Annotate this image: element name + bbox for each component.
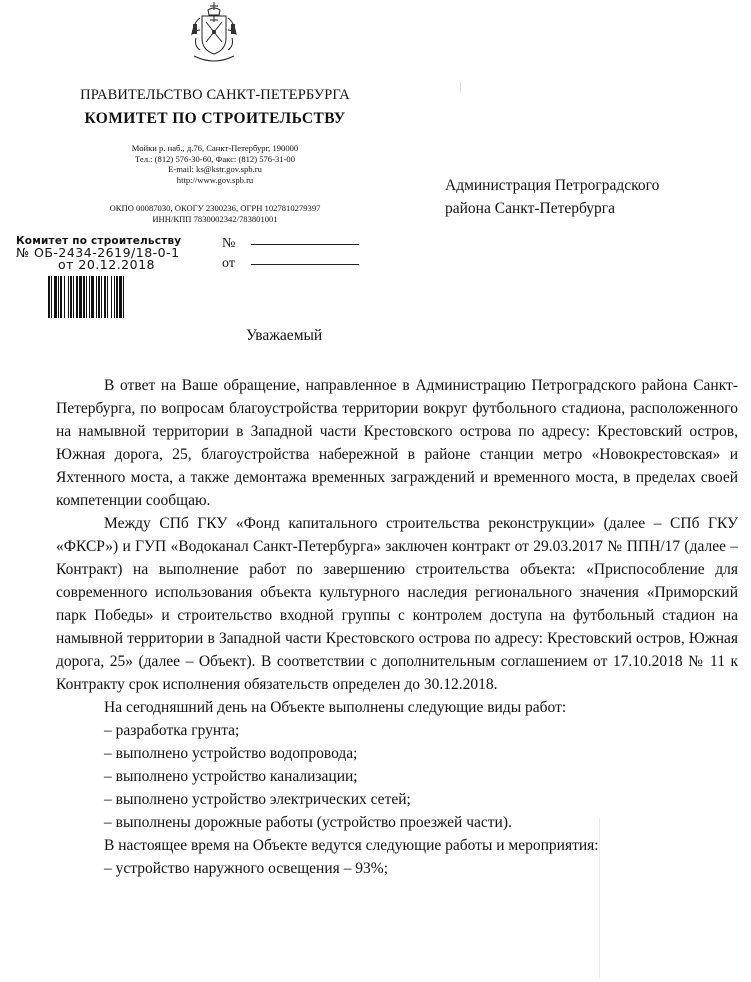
list-item: – выполнены дорожные работы (устройство проезжей части). — [104, 814, 512, 831]
number-field — [222, 236, 359, 252]
email-line: E-mail: ks@kstr.gov.spb.ru — [168, 164, 262, 174]
registration-stamp — [16, 235, 181, 271]
website-line: http://www.gov.spb.ru — [176, 174, 254, 185]
barcode-bar — [123, 276, 124, 318]
barcode-bar — [48, 276, 50, 318]
recipient-line: Администрация Петроградского — [445, 177, 660, 194]
barcode-bar — [91, 276, 94, 318]
barcode-bar — [116, 276, 118, 318]
scan-edge-line — [599, 818, 600, 978]
stamp-organization: Комитет по строительству — [16, 235, 182, 247]
barcode-bar — [70, 276, 72, 318]
barcode-bar — [96, 276, 97, 318]
committee-address — [40, 143, 390, 185]
barcode-bar — [89, 276, 90, 318]
completed-works-list — [56, 696, 738, 880]
margin-mark — [460, 82, 461, 92]
list-item: – выполнено устройство канализации; — [104, 768, 358, 785]
barcode-bar — [107, 276, 108, 318]
barcode — [48, 276, 154, 318]
date-label: от — [222, 256, 235, 271]
barcode-bar — [98, 276, 100, 318]
coat-of-arms-emblem — [188, 2, 240, 64]
committee-codes — [40, 203, 390, 224]
barcode-bar — [60, 276, 62, 318]
list-item: – разработка грунта; — [104, 722, 240, 739]
barcode-bar — [101, 276, 102, 318]
recipient-block — [445, 174, 659, 220]
barcode-bar — [64, 276, 65, 318]
government-title: ПРАВИТЕЛЬСТВО САНКТ-ПЕТЕРБУРГА — [80, 87, 350, 103]
greeting: Уважаемый — [246, 327, 323, 344]
address-line: Мойки р. наб., д.76, Санкт-Петербург, 190000 — [131, 143, 299, 153]
recipient-line: района Санкт-Петербурга — [445, 200, 616, 217]
barcode-bar — [51, 276, 52, 318]
barcode-bar — [76, 276, 78, 318]
list-item: – выполнено устройство электрических сетей; — [104, 791, 411, 808]
letter-body — [56, 374, 738, 880]
phone-line: Тел.: (812) 576-30-60, Факс: (812) 576-31-00 — [134, 153, 296, 164]
committee-title: КОМИТЕТ ПО СТРОИТЕЛЬСТВУ — [84, 110, 346, 127]
barcode-bar — [58, 276, 59, 318]
barcode-bar — [111, 276, 112, 318]
list-heading: На сегодняшний день на Объекте выполнены следующие виды работ: — [104, 699, 567, 716]
barcode-bar — [119, 276, 122, 318]
stamp-date: от 20.12.2018 — [58, 257, 155, 272]
barcode-bar — [54, 276, 57, 318]
date-field — [222, 256, 359, 272]
inn-line: ИНН/КПП 7830002342/783801001 — [152, 213, 278, 224]
okpo-line: ОКПО 00087030, ОКОГУ 2300236, ОГРН 1027810279397 — [109, 203, 321, 213]
list-item: – выполнено устройство водопровода; — [104, 745, 358, 762]
paragraph: В ответ на Ваше обращение, направленное в Администрацию Петроградского района Санкт-Петербурга, по вопросам благоустройства территории вокруг футбольного стадиона, расположенного на намывной территории в Западной части Крестовского острова по адресу: Крестовский остров, Южная дорога, 25, благоустройства набережной в районе станции метро «Новокрестовская» и Яхтенного моста, а также демонтажа временных заграждений и временного моста, в пределах своей компетенции сообщаю. — [56, 377, 738, 509]
barcode-bar — [68, 276, 69, 318]
paragraph: Между СПб ГКУ «Фонд капитального строительства реконструкции» (далее – СПб ГКУ «ФКСР») и ГУП «Водоканал Санкт-Петербурга» заключен контракт от 29.03.2017 № ППН/17 (далее – Контракт) на выполнение работ по завершению строительства объекта: «Приспособление для современного использования объекта культурного наследия регионального значения «Приморский парк Победы» и строительство входной группы с контролем доступа на футбольный стадион на намывной территории в Западной части Крестовского острова по адресу: Крестовский остров, Южная дорога, 25» (далее – Объект). В соответствии с дополнительным соглашением от 17.10.2018 № 11 к Контракту срок исполнения обязательств определен до 30.12.2018. — [56, 515, 738, 693]
number-label: № — [222, 236, 236, 251]
date-blank — [251, 264, 359, 265]
stamp-number: № ОБ-2434-2619/18-0-1 — [16, 245, 180, 260]
barcode-bar — [104, 276, 106, 318]
barcode-bar — [79, 276, 82, 318]
barcode-bar — [86, 276, 87, 318]
list-item: – устройство наружного освещения – 93%; — [104, 860, 388, 877]
list-heading: В настоящее время на Объекте ведутся следующие работы и мероприятия: — [104, 837, 599, 854]
barcode-bar — [83, 276, 85, 318]
number-blank — [251, 244, 359, 245]
barcode-bar — [114, 276, 115, 318]
barcode-bar — [73, 276, 74, 318]
